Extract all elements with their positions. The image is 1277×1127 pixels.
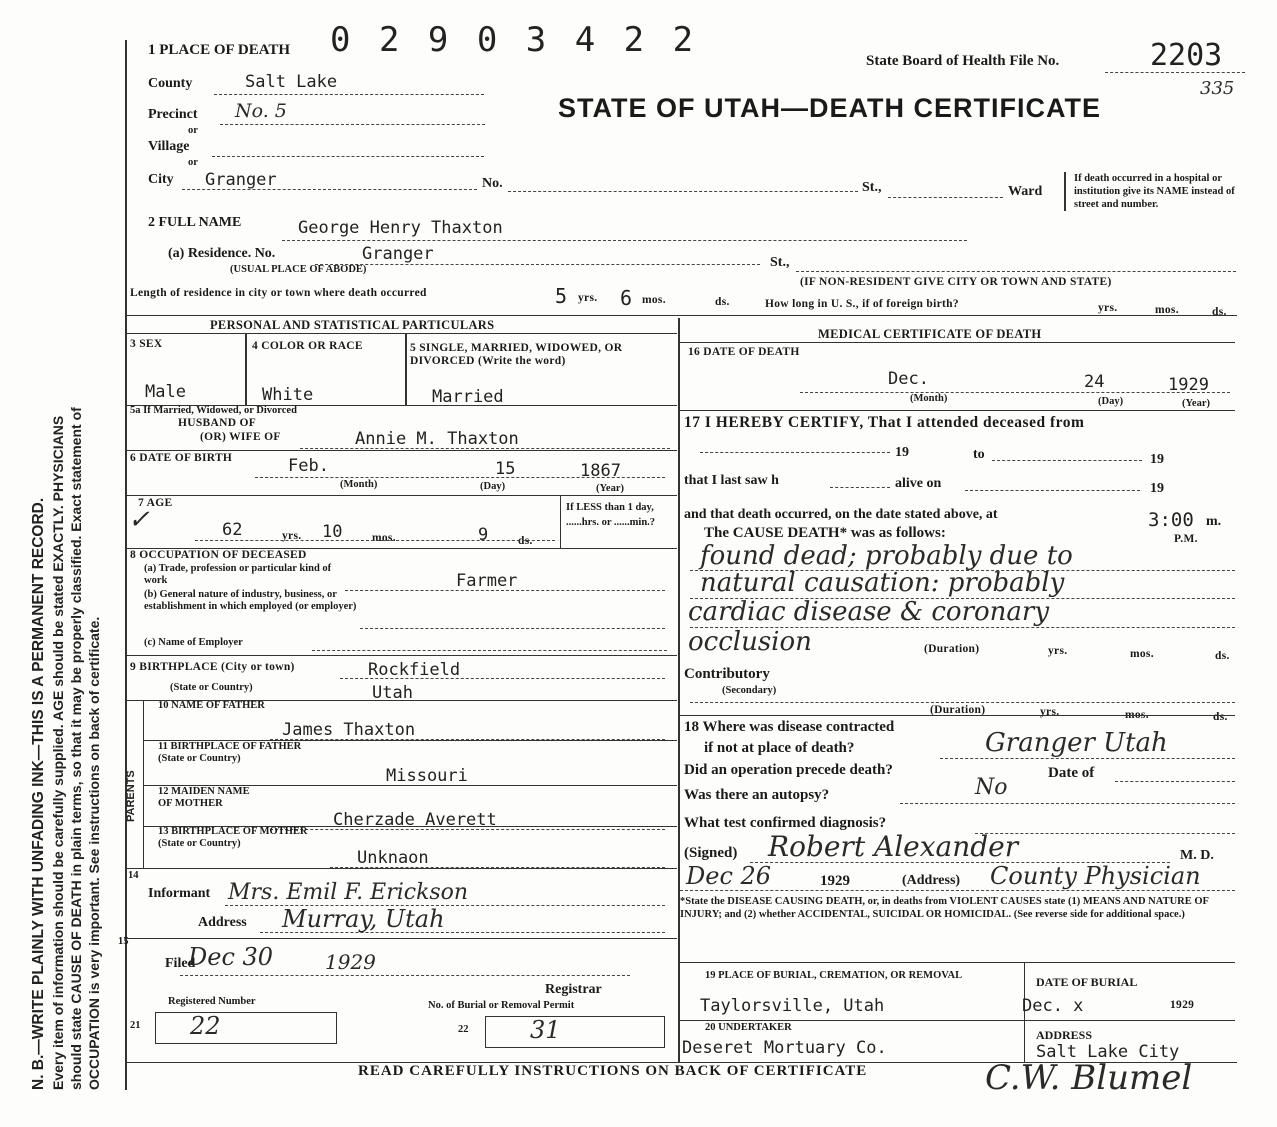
less-than-day: If LESS than 1 day, ......hrs. or ......min.? (566, 502, 656, 528)
page-title: STATE OF UTAH—DEATH CERTIFICATE (558, 93, 1101, 123)
father-birthplace: Missouri (386, 766, 468, 786)
full-name-label: 2 FULL NAME (148, 215, 242, 230)
informant-label: Informant (148, 886, 211, 901)
occupation-label: 8 OCCUPATION OF DECEASED (130, 549, 307, 561)
physician-address: County Physician (990, 862, 1201, 890)
parents-label: PARENTS (125, 770, 137, 822)
operation-question: Did an operation precede death? (684, 762, 893, 778)
color-label: 4 COLOR OR RACE (252, 340, 363, 352)
signed-label: (Signed) (684, 845, 738, 861)
occupation-value: Farmer (456, 571, 518, 591)
length-residence-label: Length of residence in city or town where death occurred (130, 287, 427, 299)
cause-label: The CAUSE DEATH* was as follows: (704, 525, 946, 541)
death-day: 24 (1084, 372, 1105, 392)
margin-note-4: OCCUPATION is very important. See instructions on back of certificate. (86, 616, 102, 1090)
dob-year: 1867 (580, 461, 621, 481)
burial-permit-number: 31 (530, 1016, 561, 1044)
autopsy-question: Was there an autopsy? (684, 787, 830, 803)
footer-instructions: READ CAREFULLY INSTRUCTIONS ON BACK OF CERTIFICATE (358, 1063, 868, 1079)
registered-number-box (155, 1012, 337, 1044)
mother-value: Cherzade Averett (333, 810, 497, 830)
certify-text: 17 I HEREBY CERTIFY, That I attended deceased from (684, 414, 1085, 431)
burial-date: Dec. x (1022, 996, 1084, 1016)
dob-label: 6 DATE OF BIRTH (130, 452, 233, 464)
sex-value: Male (145, 382, 186, 402)
burial-place: Taylorsville, Utah (700, 996, 885, 1016)
age-months: 10 (322, 522, 343, 542)
age-days: 9 (478, 525, 489, 545)
footnote: *State the DISEASE CAUSING DEATH, or, in deaths from VIOLENT CAUSES state (1) MEANS AND NATURE OF INJURY; and (2) whether ACCIDENTAL, SUICIDAL OR HOMICIDAL. (See reverse side for additional space.) (680, 896, 1209, 920)
county-label: County (148, 76, 193, 91)
institution-note: If death occurred in a hospital or institution give its NAME instead of street and number. (1064, 172, 1244, 211)
death-month: Dec. (888, 369, 929, 389)
margin-note-2: Every item of information should be carefully supplied. AGE should be stated EXACTLY. PHYSICIANS (50, 415, 66, 1090)
date-of-death-label: 16 DATE OF DEATH (688, 346, 800, 358)
ward-label: Ward (1008, 184, 1043, 199)
cause-line-1: found dead; probably due to (700, 541, 1073, 571)
no-label: No. (482, 176, 503, 191)
cause-line-3: cardiac disease & coronary (688, 597, 1050, 627)
village-label: Village (148, 139, 190, 154)
residence-label: (a) Residence. No. (168, 246, 276, 261)
undertaker: Deseret Mortuary Co. (682, 1038, 887, 1058)
margin-note-3: should state CAUSE OF DEATH in plain terms, so that it may be properly classified. Exact statement of (68, 407, 84, 1090)
burial-year: 1929 (1170, 999, 1195, 1011)
file-subnumber: 335 (1200, 78, 1235, 99)
mother-birthplace: Unknaon (357, 848, 429, 868)
age-label: 7 AGE (138, 497, 173, 509)
dob-month: Feb. (288, 456, 329, 476)
dob-day: 15 (495, 459, 516, 479)
left-border (125, 40, 127, 1090)
filed-label: Filed (165, 956, 196, 971)
registrar-signature: C.W. Blumel (985, 1058, 1193, 1098)
registrar-label: Registrar (545, 982, 602, 997)
birthplace-city: Rockfield (368, 660, 461, 680)
center-divider (678, 318, 680, 1063)
file-number: 2203 (1150, 38, 1223, 73)
physician-signature: Robert Alexander (768, 830, 1019, 863)
precinct-label: Precinct (148, 107, 198, 122)
full-name-value: George Henry Thaxton (298, 218, 503, 238)
burial-address: Salt Lake City (1036, 1042, 1180, 1062)
father-value: James Thaxton (282, 720, 416, 740)
color-value: White (262, 385, 314, 405)
address-label: Address (198, 915, 247, 930)
informant-address: Murray, Utah (282, 905, 445, 933)
filed-date: Dec 30 (188, 943, 274, 971)
q18-label: 18 Where was disease contracted (684, 719, 895, 735)
precinct-value: No. 5 (235, 100, 287, 122)
contributory-label: Contributory (684, 666, 770, 682)
cause-line-2: natural causation: probably (700, 568, 1065, 598)
filed-year: 1929 (325, 950, 376, 974)
signed-date: Dec 26 (686, 862, 772, 890)
marital-label: 5 SINGLE, MARRIED, WIDOWED, OR DIVORCED (Write the word) (410, 342, 623, 367)
cause-line-4: occlusion (688, 627, 812, 657)
spouse-value: Annie M. Thaxton (355, 429, 519, 449)
birthplace-label: 9 BIRTHPLACE (City or town) (130, 661, 295, 673)
place-of-death-label: 1 PLACE OF DEATH (148, 42, 291, 58)
birthplace-state: Utah (372, 683, 413, 703)
burial-permit-box (485, 1016, 665, 1048)
death-year: 1929 (1168, 375, 1209, 395)
registered-number: 22 (190, 1012, 221, 1040)
time-of-death: 3:00 (1148, 509, 1194, 531)
top-number: 0 2 9 0 3 4 2 2 (330, 20, 698, 60)
autopsy-answer: No (975, 775, 1008, 800)
city-label: City (148, 172, 174, 187)
st-label: St., (862, 180, 882, 195)
residence-value: Granger (362, 244, 434, 264)
residence-st-label: St., (770, 255, 790, 270)
q18-answer: Granger Utah (985, 728, 1168, 758)
informant-value: Mrs. Emil F. Erickson (228, 880, 469, 905)
personal-heading: PERSONAL AND STATISTICAL PARTICULARS (210, 318, 495, 332)
city-value: Granger (205, 170, 277, 190)
sex-label: 3 SEX (130, 338, 163, 350)
county-value: Salt Lake (245, 72, 338, 92)
age-years: 62 (222, 520, 243, 540)
medical-heading: MEDICAL CERTIFICATE OF DEATH (818, 327, 1042, 341)
margin-note-1: N. B.—WRITE PLAINLY WITH UNFADING INK—THIS IS A PERMANENT RECORD. (30, 497, 47, 1090)
marital-value: Married (432, 387, 504, 407)
test-question: What test confirmed diagnosis? (684, 815, 887, 831)
file-label: State Board of Health File No. (866, 53, 1060, 69)
